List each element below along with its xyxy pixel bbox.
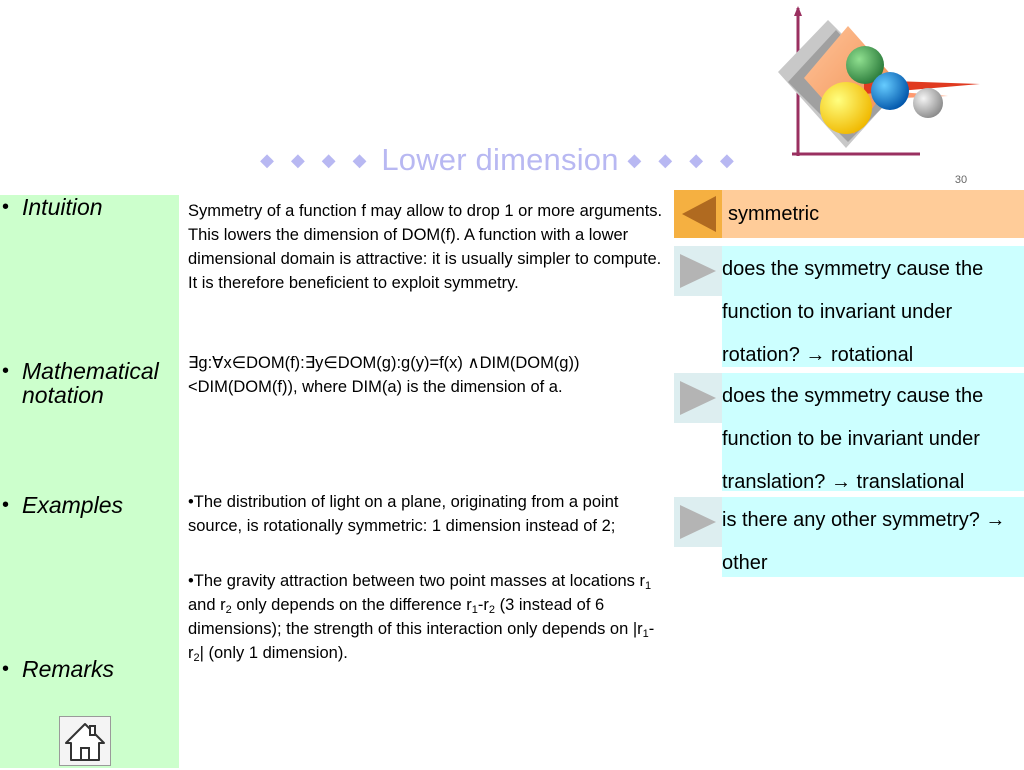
play-triangle-icon — [674, 497, 722, 547]
rotation-go-button[interactable] — [674, 246, 722, 296]
bullet: • — [2, 196, 10, 218]
bullet: • — [2, 658, 10, 680]
example-light-text: •The distribution of light on a plane, originating from a point source, is rotationally symmetric: 1 dimension instead of 2; — [188, 493, 619, 535]
back-triangle-icon — [674, 190, 722, 238]
intuition-text: Symmetry of a function f may allow to drop 1 or more arguments. This lowers the dimension of DOM(f). A function with a lower dimensional domain is attractive: it is usually simpler to compute. It is therefore beneficient to exploit symmetry. — [188, 202, 663, 292]
sidebar-item-label: Remarks — [22, 656, 115, 682]
symmetric-label: symmetric — [728, 203, 820, 225]
question-translation: does the symmetry cause the function to be invariant under translation? → translational — [722, 373, 1024, 491]
title-ornament-left: ◆ ◆ ◆ ◆ — [260, 150, 373, 170]
back-button[interactable] — [674, 190, 722, 238]
sidebar-item-label: Intuition — [22, 194, 103, 220]
other-go-button[interactable] — [674, 497, 722, 547]
sidebar-item-label: Mathematical notation — [22, 358, 159, 408]
slide-number: 30 — [954, 174, 968, 186]
question-other: is there any other symmetry? → other — [722, 497, 1024, 577]
home-icon — [60, 717, 110, 765]
sidebar — [0, 195, 179, 768]
bullet: • — [2, 494, 10, 516]
translation-go-button[interactable] — [674, 373, 722, 423]
title-text: Lower dimension — [381, 142, 619, 177]
play-triangle-icon — [674, 373, 722, 423]
page-title — [0, 142, 1000, 178]
title-ornament-right: ◆ ◆ ◆ ◆ — [627, 150, 740, 170]
play-triangle-icon — [674, 246, 722, 296]
sidebar-item-label: Examples — [22, 492, 123, 518]
example-gravity-text: •The gravity attraction between two point masses at locations $r_1$ and $r_2$ only depends on the difference $r_1-r_2$ (3 instead of 6 dimensions); the strength of this interaction only depends on $|r_1-r_2|$ (only 1 dimension). — [188, 572, 655, 664]
symmetric-row — [674, 190, 1024, 238]
question-rotation: does the symmetry cause the function to invariant under rotation? → rotational — [722, 246, 1024, 367]
notation-text: ∃g:∀x∈DOM(f):∃y∈DOM(g):g(y)=f(x) ∧DIM(DOM(g))<DIM(DOM(f)), where DIM(a) is the dimension of a. — [188, 354, 580, 396]
home-button[interactable] — [59, 716, 111, 766]
bullet: • — [2, 360, 10, 382]
